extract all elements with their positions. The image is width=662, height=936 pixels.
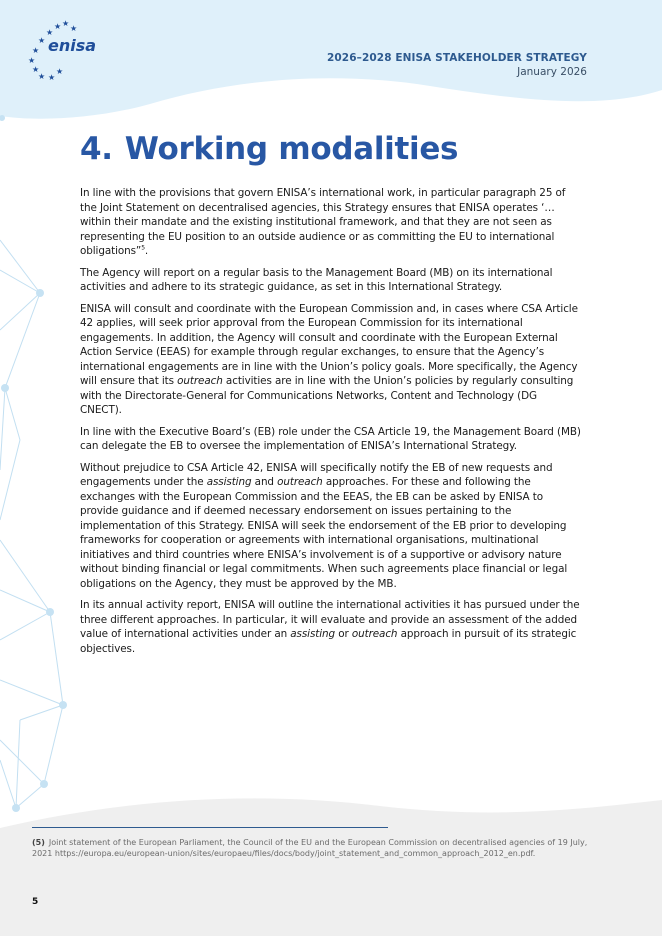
section-title: Working modalities xyxy=(124,131,459,167)
page-number: 5 xyxy=(32,897,39,907)
document-title: 2026–2028 ENISA STAKEHOLDER STRATEGY xyxy=(327,52,587,64)
paragraph-1-text: In line with the provisions that govern ENISA’s international work, in particular paragraph 25 of the Joint Statement on decentralised agencies, this Strategy ensures that ENISA operates ‘… within their mandate and the existing institutional framework, and that they are not seen as representing the EU position to an outside audience or as committing the EU to international obligations” xyxy=(80,187,566,257)
paragraph-6-text-a: In its annual activity report, ENISA will outline the international activities it has pursued under the three different approaches. In particular, it will evaluate and provide an assessment of the added value of international activities under an xyxy=(80,599,580,640)
paragraph-5-emphasis-2: outreach xyxy=(277,476,323,488)
svg-text:★: ★ xyxy=(38,72,46,81)
paragraph-3-text-a: ENISA will consult and coordinate with the European Commission and, in cases where CSA Article 42 applies, will seek prior approval from the European Commission for its international engagements. In addition, the Agency will consult and coordinate with the European External Action Service (EEAS) for example through regular exchanges, to ensure that the Agency’s international engagements are in line with the Union’s policy goals. More specifically, the Agency will ensure that its xyxy=(80,302,578,387)
paragraph-6-text-c: approach in pursuit of its strategic objectives. xyxy=(80,628,577,655)
paragraph-5-text-b: and xyxy=(251,476,278,488)
paragraph-5-text-c: approaches. For these and following the exchanges with the European Commission and the EEAS, the EB can be asked by ENISA to provide guidance and if deemed necessary endorsement on issues pertaining to the implementation of this Strategy. ENISA will seek the endorsement of the EB prior to developing frameworks for cooperation or agreements with international organisations, multinational initiatives and third countries where ENISA’s involvement is of a supportive or advisory nature without binding financial or legal commitments. When such agreements place financial or legal obligations on the Agency, they must be approved by the MB. xyxy=(80,476,568,590)
paragraph-3-text-b: activities are in line with the Union’s policies by regularly consulting with the Directorate-General for Communications Networks, Content and Technology (DG CNECT). xyxy=(80,375,574,416)
footnote-ref: 5 xyxy=(141,244,145,252)
footnote-divider xyxy=(32,827,388,828)
document-header xyxy=(327,52,587,78)
body-text xyxy=(80,186,581,663)
paragraph-3 xyxy=(80,302,581,418)
svg-text:★: ★ xyxy=(48,73,56,82)
document-date: January 2026 xyxy=(517,66,587,78)
svg-text:★: ★ xyxy=(32,46,40,55)
paragraph-5 xyxy=(80,461,581,592)
section-number: 4. xyxy=(80,131,113,167)
svg-text:★: ★ xyxy=(32,65,40,74)
footnote xyxy=(32,838,592,859)
svg-text:★: ★ xyxy=(56,67,64,76)
paragraph-2: The Agency will report on a regular basis to the Management Board (MB) on its international activities and adhere to its strategic guidance, as set in this International Strategy. xyxy=(80,266,553,293)
footnote-label: (5) xyxy=(32,838,45,847)
svg-text:★: ★ xyxy=(70,24,78,33)
svg-text:★: ★ xyxy=(62,19,70,28)
paragraph-3-emphasis: outreach xyxy=(177,375,223,387)
svg-text:★: ★ xyxy=(38,36,46,45)
paragraph-1 xyxy=(80,186,581,259)
paragraph-6-text-b: or xyxy=(335,628,352,640)
paragraph-4: In line with the Executive Board’s (EB) role under the CSA Article 19, the Management Board (MB) can delegate the EB to oversee the implementation of ENISA’s International Strategy. xyxy=(80,425,581,452)
svg-text:★: ★ xyxy=(54,22,62,31)
paragraph-6-emphasis-1: assisting xyxy=(290,628,336,640)
paragraph-5-text-a: Without prejudice to CSA Article 42, ENISA will specifically notify the EB of new requests and engagements under the xyxy=(80,461,553,488)
paragraph-5-emphasis-1: assisting xyxy=(206,476,252,488)
paragraph-1-end: . xyxy=(144,245,149,257)
paragraph-6-emphasis-2: outreach xyxy=(351,628,398,640)
enisa-logo-text: enisa xyxy=(48,36,97,55)
section-heading xyxy=(80,131,458,167)
svg-text:★: ★ xyxy=(28,56,36,65)
network-decoration xyxy=(0,240,63,808)
footnote-text: Joint statement of the European Parliament, the Council of the EU and the European Commission on decentralised agencies of 19 July, 2021 https://europa.eu/european-union/sites/europaeu/files/docs/body/joint_statement_and_common_approach_2012_en.pdf. xyxy=(32,838,588,858)
paragraph-6 xyxy=(80,598,581,656)
svg-text:★: ★ xyxy=(46,28,54,37)
